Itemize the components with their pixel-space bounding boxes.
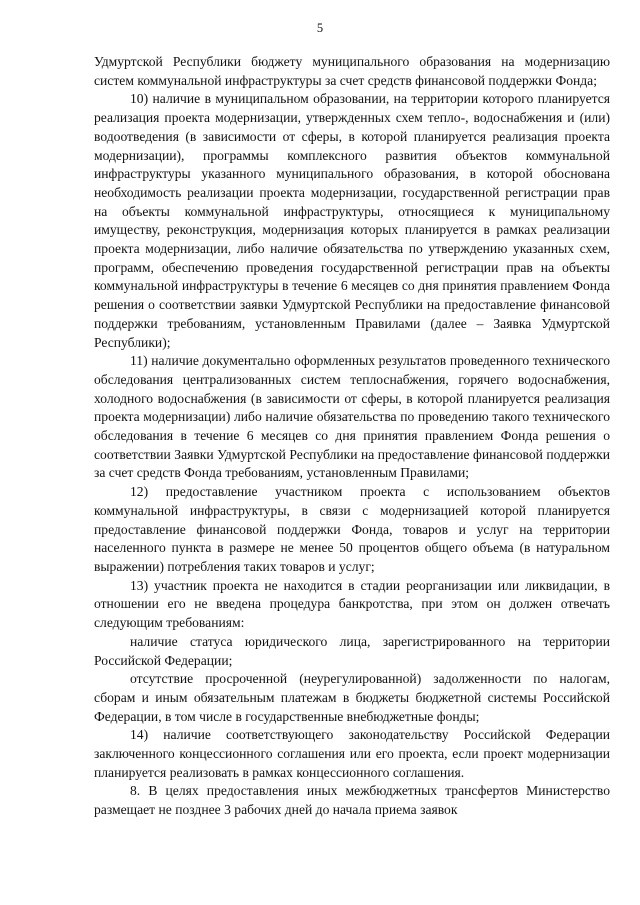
paragraph-item-14: 14) наличие соответствующего законодательству Российской Федерации заключенного концессионного соглашения или его проекта, если проект модернизации планируется реализовать в рамках концессионного соглашения. xyxy=(94,727,610,780)
paragraph-item-12: 12) предоставление участником проекта с использованием объектов коммунальной инфраструктуры, в связи с модернизацией которой планируется предоставление финансовой поддержки Фонда, товаров и услуг на территории населенного пункта в размере не менее 50 процентов общего объема (в натуральном выражении) потребления таких товаров и услуг; xyxy=(94,484,610,574)
paragraph-requirement-legal-entity: наличие статуса юридического лица, зарегистрированного на территории Российской Федерации; xyxy=(94,633,610,668)
paragraph-requirement-no-debt: отсутствие просроченной (неурегулированной) задолженности по налогам, сборам и иным обязательным платежам в бюджеты бюджетной системы Российской Федерации, в том числе в государственные внебюджетные фонды; xyxy=(94,671,610,724)
paragraph-item-13: 13) участник проекта не находится в стадии реорганизации или ликвидации, в отношении его не введена процедура банкротства, при этом он должен отвечать следующим требованиям: xyxy=(94,577,610,631)
paragraph-item-11: 11) наличие документально оформленных результатов проведенного технического обследования централизованных систем теплоснабжения, горячего водоснабжения, холодного водоснабжения (в зависимости от сферы, в которой планируется реализация проекта модернизации) либо наличие обязательства по проведению такого технического обследования в течение 6 месяцев со дня принятия правлением Фонда решения о соответствии Заявки Удмуртской Республики на предоставление финансовой поддержки за счет средств Фонда требованиям, установленным Правилами; xyxy=(94,353,610,481)
page-number: 5 xyxy=(316,21,324,35)
paragraph-section-8: 8. В целях предоставления иных межбюджетных трансфертов Министерство размещает не позднее 3 рабочих дней до начала приема заявок xyxy=(94,783,610,818)
paragraph-item-10: 10) наличие в муниципальном образовании, на территории которого планируется реализация проекта модернизации, утвержденных схем тепло-, водоснабжения и (или) водоотведения (в зависимости от сферы, в которой планируется реализация проекта модернизации), программы комплексного развития объектов коммунальной инфраструктуры указанного муниципального образования, в которой обоснована необходимость реализации проекта модернизации, государственной регистрации прав на объекты коммунальной инфраструктуры, относящиеся к муниципальному имуществу, реконструкция, модернизация которых планируется в рамках реализации проекта модернизации, либо наличие обязательства по утверждению указанных схем, программ, обеспечению проведения государственной регистрации прав на объекты коммунальной инфраструктуры в течение 6 месяцев со дня принятия правлением Фонда решения о соответствии заявки Удмуртской Республики на предоставление финансовой поддержки требованиям, установленным Правилами (далее – Заявка Удмуртской Республики); xyxy=(94,91,610,350)
paragraph-continuation: Удмуртской Республики бюджету муниципального образования на модернизацию систем коммунальной инфраструктуры за счет средств финансовой поддержки Фонда; xyxy=(94,54,610,88)
document-body xyxy=(94,53,610,820)
